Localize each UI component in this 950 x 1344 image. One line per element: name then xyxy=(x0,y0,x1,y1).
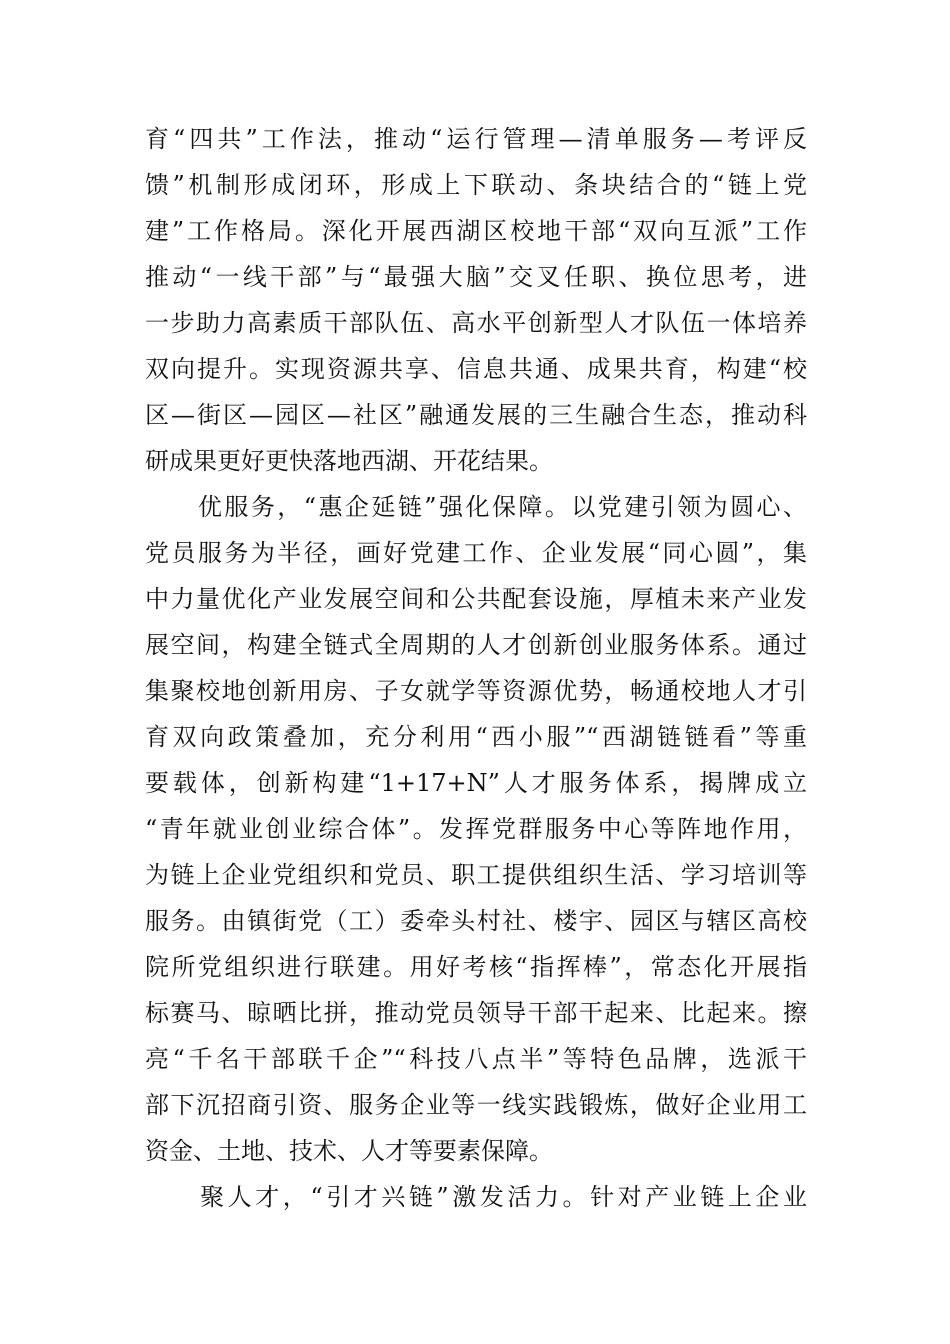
body-text-line: 党员服务为半径，画好党建工作、企业发展“同心圆”，集 xyxy=(145,539,807,567)
body-text-line: 院所党组织进行联建。用好考核“指挥棒”，常态化开展指 xyxy=(145,953,807,981)
body-text-line: 双向提升。实现资源共享、信息共通、成果共育，构建“校 xyxy=(145,355,807,383)
body-text-line: 亮“千名干部联千企”“科技八点半”等特色品牌，选派干 xyxy=(145,1045,807,1073)
paragraph-first-line: 优服务，“惠企延链”强化保障。以党建引领为圆心、 xyxy=(145,493,807,521)
body-text-line: 中力量优化产业发展空间和公共配套设施，厚植未来产业发 xyxy=(145,585,807,613)
body-text-line: 集聚校地创新用房、子女就学等资源优势，畅通校地人才引 xyxy=(145,677,807,705)
body-text-line: 为链上企业党组织和党员、职工提供组织生活、学习培训等 xyxy=(145,861,807,889)
paragraph-first-line: 聚人才，“引才兴链”激发活力。针对产业链上企业 xyxy=(145,1183,807,1211)
body-text-line: 标赛马、晾晒比拼，推动党员领导干部干起来、比起来。擦 xyxy=(145,999,807,1027)
body-text-line: 馈”机制形成闭环，形成上下联动、条块结合的“链上党 xyxy=(145,171,807,199)
body-text-line: 一步助力高素质干部队伍、高水平创新型人才队伍一体培养 xyxy=(145,309,807,337)
body-text-line: 展空间，构建全链式全周期的人才创新创业服务体系。通过 xyxy=(145,631,807,659)
body-text-line: 育“四共”工作法，推动“运行管理—清单服务—考评反 xyxy=(145,125,807,153)
body-text-line: 部下沉招商引资、服务企业等一线实践锻炼，做好企业用工 xyxy=(145,1091,807,1119)
body-text-line: 服务。由镇街党（工）委牵头村社、楼宇、园区与辖区高校 xyxy=(145,907,807,935)
body-text-line: 建”工作格局。深化开展西湖区校地干部“双向互派”工作 xyxy=(145,217,807,245)
body-text-line: 育双向政策叠加，充分利用“西小服”“西湖链链看”等重 xyxy=(145,723,807,751)
body-text-line: 推动“一线干部”与“最强大脑”交叉任职、换位思考，进 xyxy=(145,263,807,291)
body-text-line: 资金、土地、技术、人才等要素保障。 xyxy=(145,1137,553,1165)
body-text-line: 要载体，创新构建“1+17+N”人才服务体系，揭牌成立 xyxy=(145,769,807,797)
body-text-line: 研成果更好更快落地西湖、开花结果。 xyxy=(145,447,553,475)
body-text-line: “青年就业创业综合体”。发挥党群服务中心等阵地作用， xyxy=(145,815,807,843)
body-text-line: 区—街区—园区—社区”融通发展的三生融合生态，推动科 xyxy=(145,401,807,429)
